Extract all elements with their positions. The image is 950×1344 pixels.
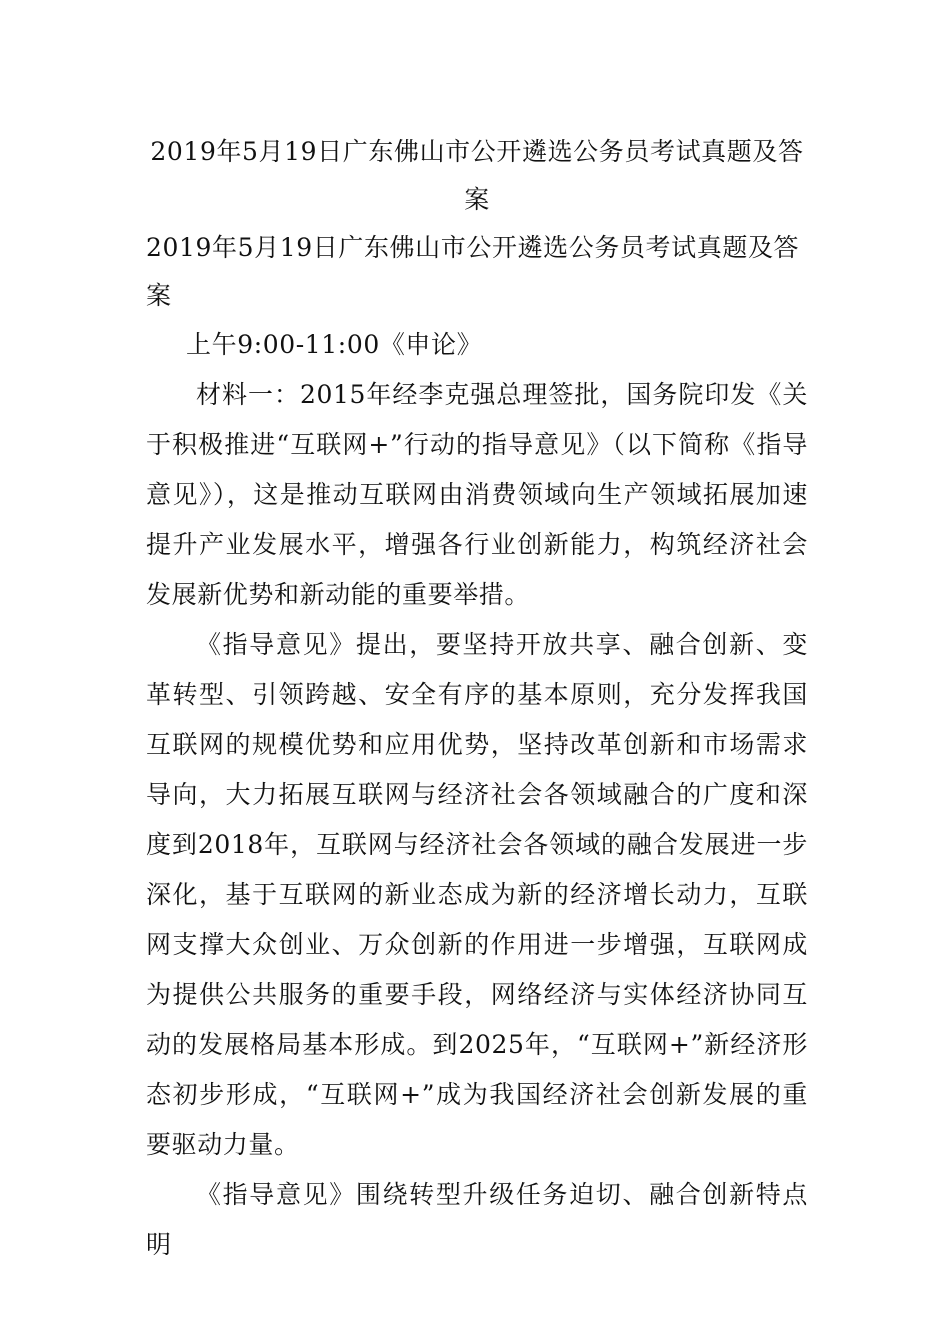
paragraph-material-one: 材料一：2015年经李克强总理签批，国务院印发《关于积极推进“互联网+”行动的指导意见》（以下简称《指导意见》），这是推动互联网由消费领域向生产领域拓展加速提升产业发展水平，增强各行业创新能力，构筑经济社会发展新优势和新动能的重要举措。 bbox=[146, 380, 808, 609]
document-body bbox=[146, 128, 808, 1270]
paragraph-guidance-tasks: 《指导意见》围绕转型升级任务迫切、融合创新特点明 bbox=[146, 1180, 808, 1259]
exam-session: 上午9:00-11:00《申论》 bbox=[186, 330, 483, 359]
document-subtitle: 2019年5月19日广东佛山市公开遴选公务员考试真题及答案 bbox=[146, 233, 800, 310]
paragraph-guidance-principles: 《指导意见》提出，要坚持开放共享、融合创新、变革转型、引领跨越、安全有序的基本原则，充分发挥我国互联网的规模优势和应用优势，坚持改革创新和市场需求导向，大力拓展互联网与经济社会各领域融合的广度和深度到2018年，互联网与经济社会各领域的融合发展进一步深化，基于互联网的新业态成为新的经济增长动力，互联网支撑大众创业、万众创新的作用进一步增强，互联网成为提供公共服务的重要手段，网络经济与实体经济协同互动的发展格局基本形成。到2025年，“互联网+”新经济形态初步形成，“互联网+”成为我国经济社会创新发展的重要驱动力量。 bbox=[146, 630, 808, 1159]
document-title: 2019年5月19日广东佛山市公开遴选公务员考试真题及答案 bbox=[150, 137, 804, 214]
